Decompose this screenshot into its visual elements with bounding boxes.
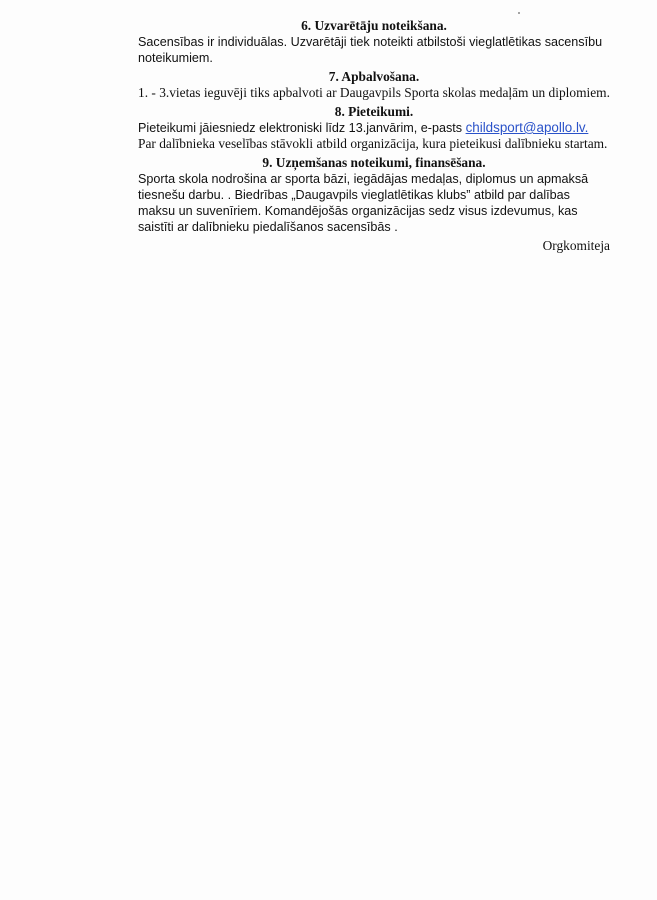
- section-8-title: 8. Pieteikumi.: [334, 104, 414, 119]
- section-9-title: 9. Uzņemšanas noteikumi, finansēšana.: [262, 155, 486, 170]
- section-8-body-after: Par dalībnieka veselības stāvokli atbild organizācija, kura pieteikusi dalībnieku startam.: [138, 136, 608, 151]
- section-8-body-text: Pieteikumi jāiesniedz elektroniski līdz 13.janvārim, e-pasts: [138, 121, 466, 135]
- document-content: [138, 18, 610, 254]
- signature: Orgkomiteja: [542, 238, 610, 253]
- section-9-body: Sporta skola nodrošina ar sporta bāzi, iegādājas medaļas, diplomus un apmaksā tiesnešu darbu. . Biedrības „Daugavpils vieglatlētikas klubs” atbild par dalības maksu un suvenīriem. Komandējošās organizācijas sedz visus izdevumus, kas saistīti ar dalībnieku piedalīšanos sacensībās .: [138, 172, 589, 234]
- section-7-title: 7. Apbalvošana.: [328, 69, 420, 84]
- section-6-title: 6. Uzvarētāju noteikšana.: [301, 18, 447, 33]
- email-link[interactable]: childsport@apollo.lv.: [465, 120, 589, 135]
- scan-speck: [518, 12, 520, 14]
- section-7-body: 1. - 3.vietas ieguvēji tiks apbalvoti ar Daugavpils Sporta skolas medaļām un diplomiem.: [138, 85, 610, 100]
- section-8-body: [138, 120, 610, 136]
- section-6-body: Sacensības ir individuālas. Uzvarētāji tiek noteikti atbilstoši vieglatlētikas sacensību noteikumiem.: [138, 35, 603, 65]
